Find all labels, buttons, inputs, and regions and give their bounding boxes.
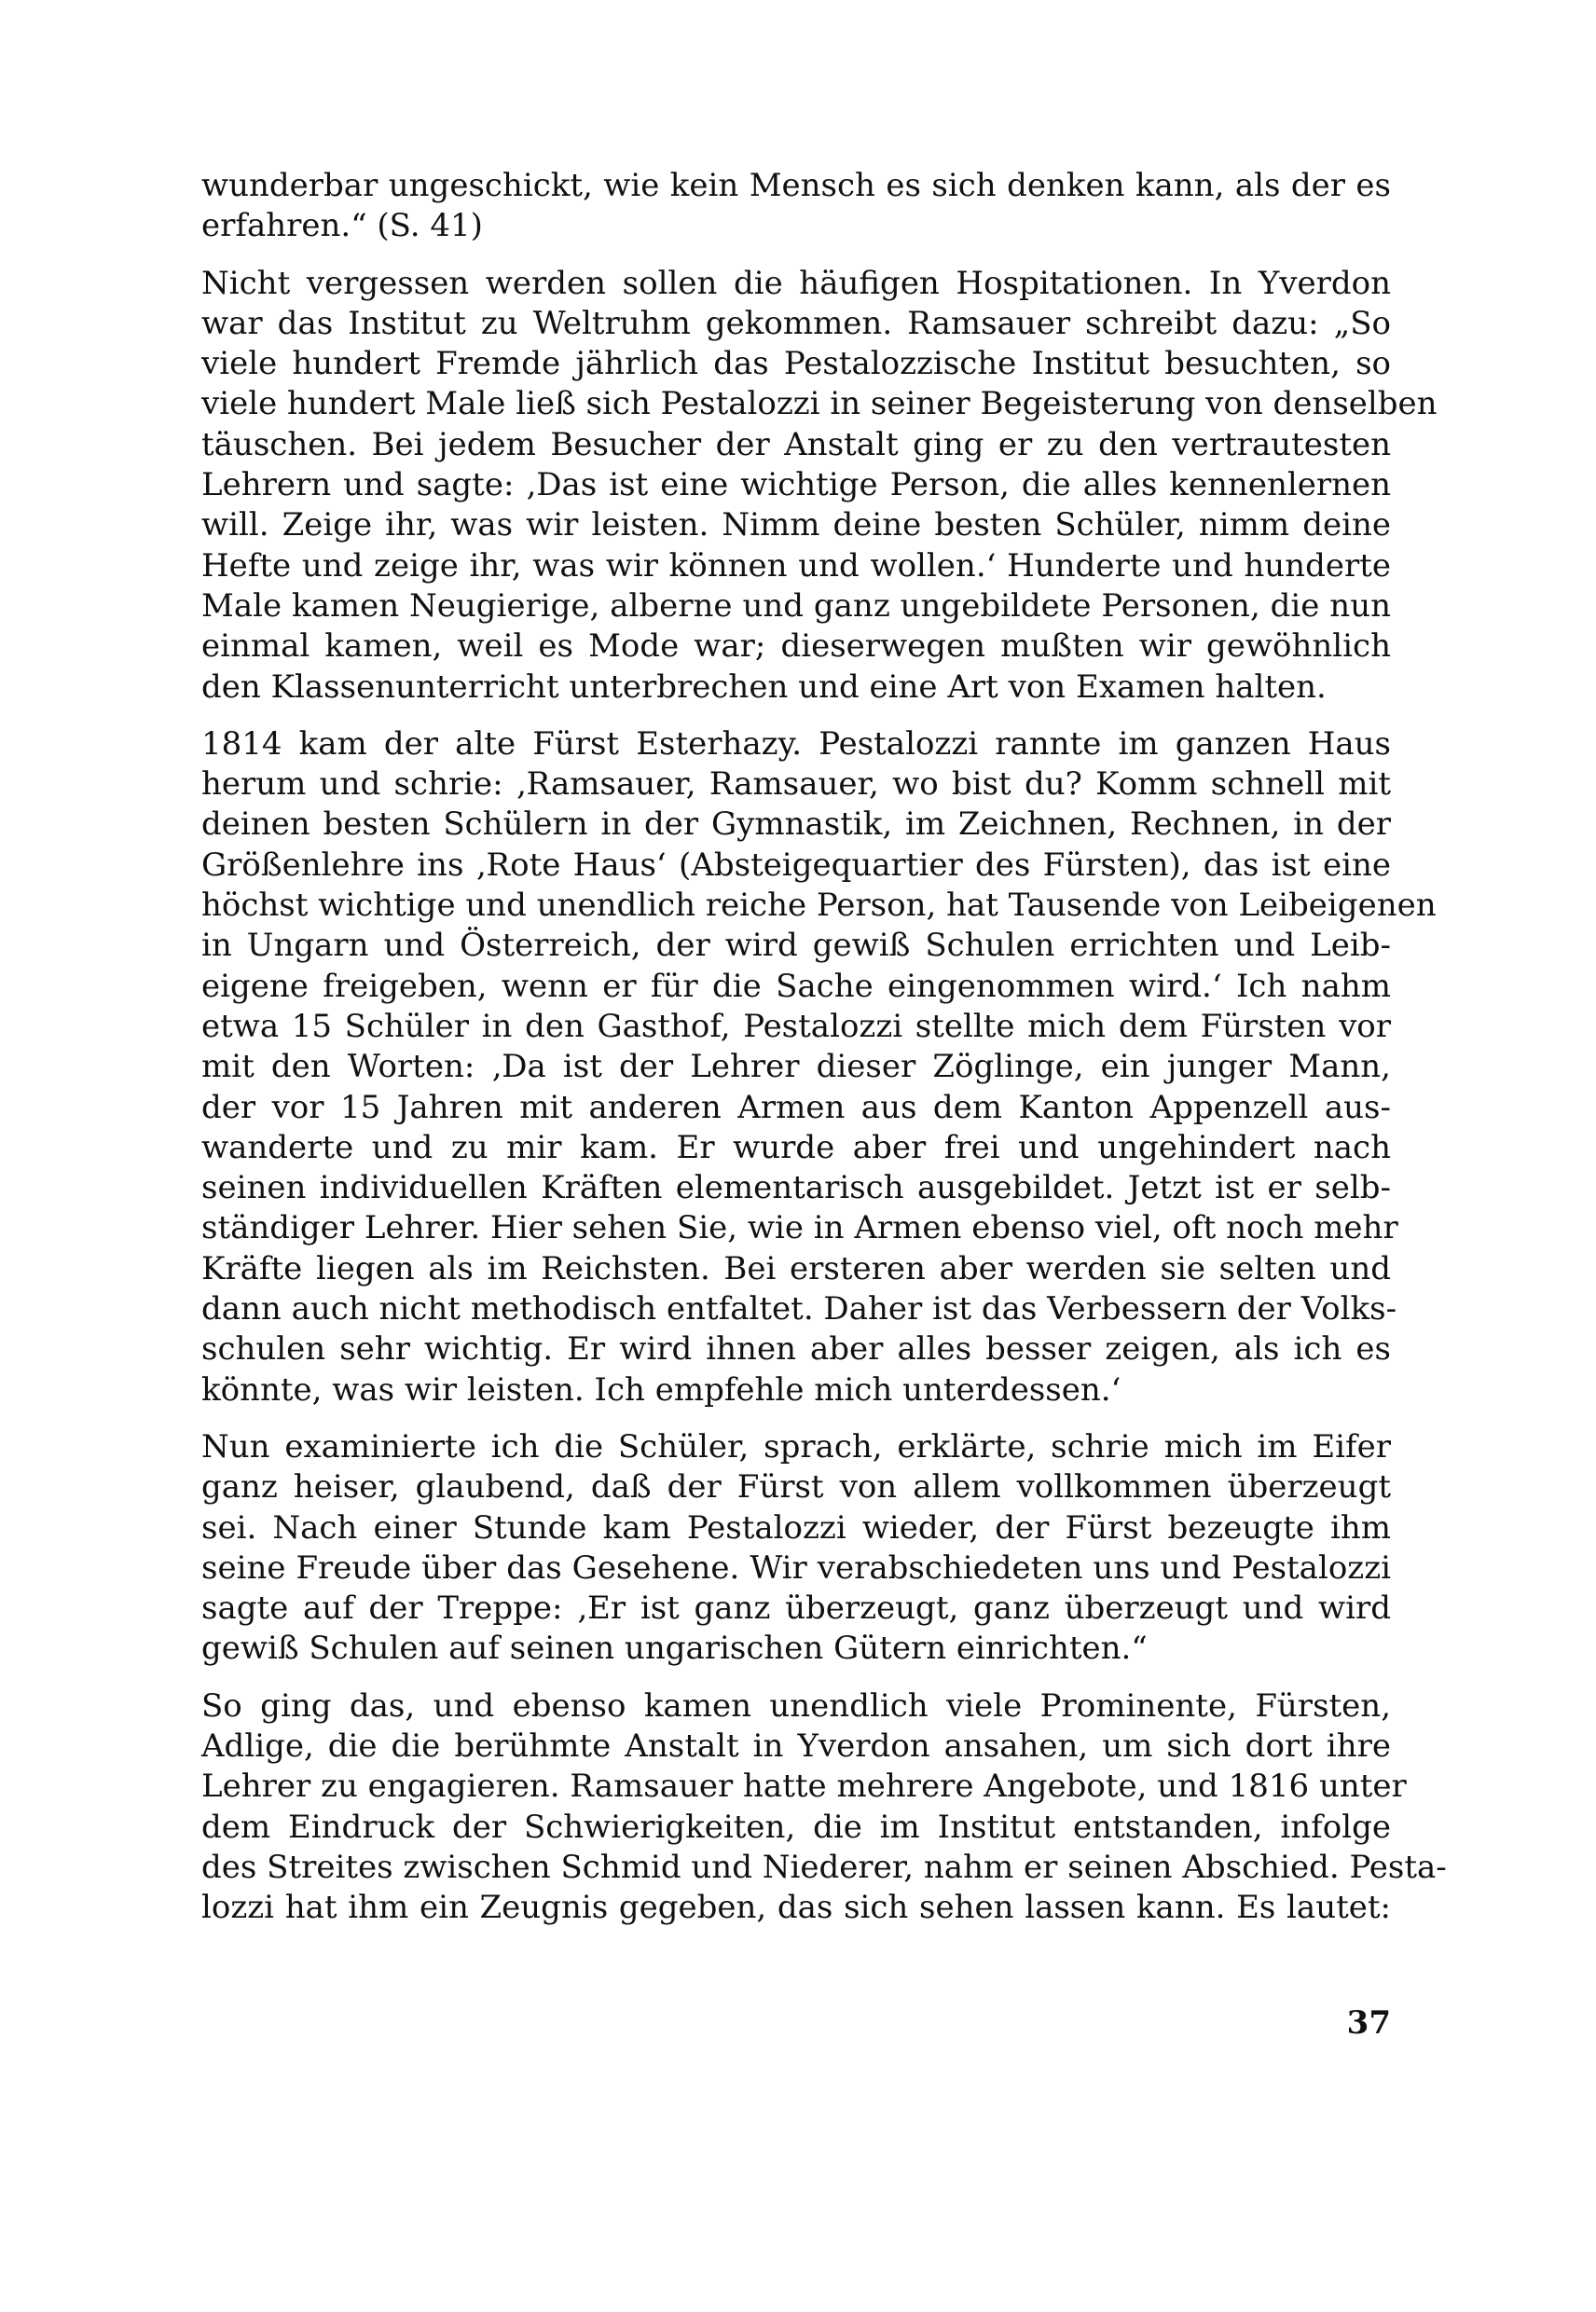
text-line: könnte, was wir leisten. Ich empfehle mich unterdessen.‘ xyxy=(201,1370,1121,1409)
text-line: Nun examinierte ich die Schüler, sprach, erklärte, schrie mich im Eifer xyxy=(201,1427,1391,1466)
text-line: der vor 15 Jahren mit anderen Armen aus dem Kanton Appenzell aus- xyxy=(201,1088,1391,1126)
paragraph-gap xyxy=(201,1670,1391,1686)
text-line: sei. Nach einer Stunde kam Pestalozzi wieder, der Fürst bezeugte ihm xyxy=(201,1508,1391,1547)
text-line: einmal kamen, weil es Mode war; dieserwegen mußten wir gewöhnlich xyxy=(201,627,1391,666)
text-line: Lehrer zu engagieren. Ramsauer hatte mehrere Angebote, und 1816 unter xyxy=(201,1768,1407,1806)
paragraph xyxy=(201,166,1391,247)
text-line: in Ungarn und Österreich, der wird gewiß Schulen errichten und Leib- xyxy=(201,927,1391,965)
text-line: 1814 kam der alte Fürst Esterhazy. Pestalozzi rannte im ganzen Haus xyxy=(201,724,1391,763)
page-number: 37 xyxy=(1346,2004,1391,2042)
text-line: lozzi hat ihm ein Zeugnis gegeben, das sich sehen lassen kann. Es lautet: xyxy=(201,1889,1391,1927)
text-line: war das Institut zu Weltruhm gekommen. Ramsauer schreibt dazu: „So xyxy=(201,304,1391,342)
text-line: ständiger Lehrer. Hier sehen Sie, wie in Armen ebenso viel, oft noch mehr xyxy=(201,1209,1398,1247)
text-line: täuschen. Bei jedem Besucher der Anstalt ging er zu den vertrautesten xyxy=(201,425,1391,463)
text-line: sagte auf der Treppe: ‚Er ist ganz überzeugt, ganz überzeugt und wird xyxy=(201,1590,1391,1628)
text-line: will. Zeige ihr, was wir leisten. Nimm deine besten Schüler, nimm deine xyxy=(201,506,1391,544)
text-line: Nicht vergessen werden sollen die häufigen Hospitationen. In Yverdon xyxy=(201,264,1391,302)
text-line: Male kamen Neugierige, alberne und ganz ungebildete Personen, die nun xyxy=(201,586,1391,625)
text-line: seinen individuellen Kräften elementarisch ausgebildet. Jetzt ist er selb- xyxy=(201,1169,1391,1207)
text-line: etwa 15 Schüler in den Gasthof, Pestalozzi stellte mich dem Fürsten vor xyxy=(201,1007,1391,1045)
text-line: viele hundert Male ließ sich Pestalozzi in seiner Begeisterung von denselben xyxy=(201,385,1438,423)
text-line: deinen besten Schülern in der Gymnastik, im Zeichnen, Rechnen, in der xyxy=(201,805,1391,844)
text-line: dem Eindruck der Schwierigkeiten, die im Institut entstanden, infolge xyxy=(201,1808,1391,1846)
text-line: So ging das, und ebenso kamen unendlich viele Prominente, Fürsten, xyxy=(201,1686,1391,1725)
text-line: Kräfte liegen als im Reichsten. Bei ersteren aber werden sie selten und xyxy=(201,1249,1391,1287)
text-line: gewiß Schulen auf seinen ungarischen Gütern einrichten.“ xyxy=(201,1630,1148,1668)
text-line: wunderbar ungeschickt, wie kein Mensch es sich denken kann, als der es xyxy=(201,167,1391,204)
text-line: erfahren.“ (S. 41) xyxy=(201,207,483,245)
paragraph xyxy=(201,1686,1447,1929)
text-line: seine Freude über das Gesehene. Wir verabschiedeten uns und Pestalozzi xyxy=(201,1548,1391,1587)
text-line: eigene freigeben, wenn er für die Sache eingenommen wird.‘ Ich nahm xyxy=(201,967,1391,1005)
text-line: viele hundert Fremde jährlich das Pestalozzische Institut besuchten, so xyxy=(201,345,1391,383)
paragraph xyxy=(201,264,1438,708)
text-line: ganz heiser, glaubend, daß der Fürst von allem vollkommen überzeugt xyxy=(201,1468,1391,1507)
paragraph xyxy=(201,1427,1391,1670)
paragraph-gap xyxy=(201,1411,1391,1427)
text-line: dann auch nicht methodisch entfaltet. Daher ist das Verbessern der Volks- xyxy=(201,1290,1397,1328)
paragraph xyxy=(201,724,1437,1411)
text-line: wanderte und zu mir kam. Er wurde aber frei und ungehindert nach xyxy=(201,1128,1391,1166)
text-line: Lehrern und sagte: ‚Das ist eine wichtige Person, die alles kennenlernen xyxy=(201,466,1391,504)
text-line: höchst wichtige und unendlich reiche Person, hat Tausende von Leibeigenen xyxy=(201,887,1437,925)
page-body xyxy=(201,166,1447,1928)
text-line: mit den Worten: ‚Da ist der Lehrer dieser Zöglinge, ein junger Mann, xyxy=(201,1048,1391,1086)
text-line: Adlige, die die berühmte Anstalt in Yverdon ansahen, um sich dort ihre xyxy=(201,1727,1391,1765)
text-line: Hefte und zeige ihr, was wir können und wollen.‘ Hunderte und hunderte xyxy=(201,546,1391,585)
text-line: des Streites zwischen Schmid und Niederer, nahm er seinen Abschied. Pesta- xyxy=(201,1848,1447,1886)
paragraph-gap xyxy=(201,708,1391,724)
text-line: den Klassenunterricht unterbrechen und eine Art von Examen halten. xyxy=(201,667,1327,706)
text-line: herum und schrie: ‚Ramsauer, Ramsauer, wo bist du? Komm schnell mit xyxy=(201,765,1391,804)
text-line: Größenlehre ins ‚Rote Haus‘ (Absteigequartier des Fürsten), das ist eine xyxy=(201,846,1391,884)
paragraph-gap xyxy=(201,247,1391,264)
text-line: schulen sehr wichtig. Er wird ihnen aber alles besser zeigen, als ich es xyxy=(201,1330,1391,1369)
